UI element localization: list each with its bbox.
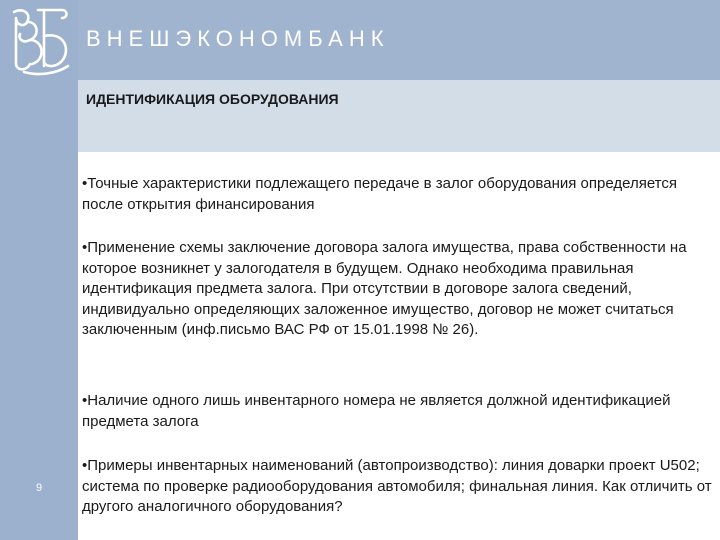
veb-monogram-logo-icon	[4, 2, 76, 76]
bullet-item: •Точные характеристики подлежащего передаче в залог оборудования определяется после открытия финансирования	[82, 175, 677, 213]
bullet-item: •Примеры инвентарных наименований (автопроизводство): линия доварки проект U502; система по проверке радиооборудования автомобиля; финальная линия. Как отличить от другого аналогичного оборудования?	[82, 457, 712, 515]
left-sidebar	[0, 0, 78, 540]
page-number: 9	[36, 482, 43, 494]
bullet-item: •Наличие одного лишь инвентарного номера не является должной идентификацией предмета залога	[82, 392, 671, 430]
bullet-item: •Применение схемы заключение договора залога имущества, права собственности на которое возникнет у залогодателя в будущем. Однако необходима правильная идентификация предмета залога. При отсутствии в договоре залога сведений, индивидуально определяющих заложенное имущество, договор не может считаться заключенным (инф.письмо ВАС РФ от 15.01.1998 № 26).	[82, 239, 687, 338]
bank-name: ВНЕШЭКОНОМБАНК	[86, 26, 390, 51]
slide-title: ИДЕНТИФИКАЦИЯ ОБОРУДОВАНИЯ	[86, 91, 339, 107]
